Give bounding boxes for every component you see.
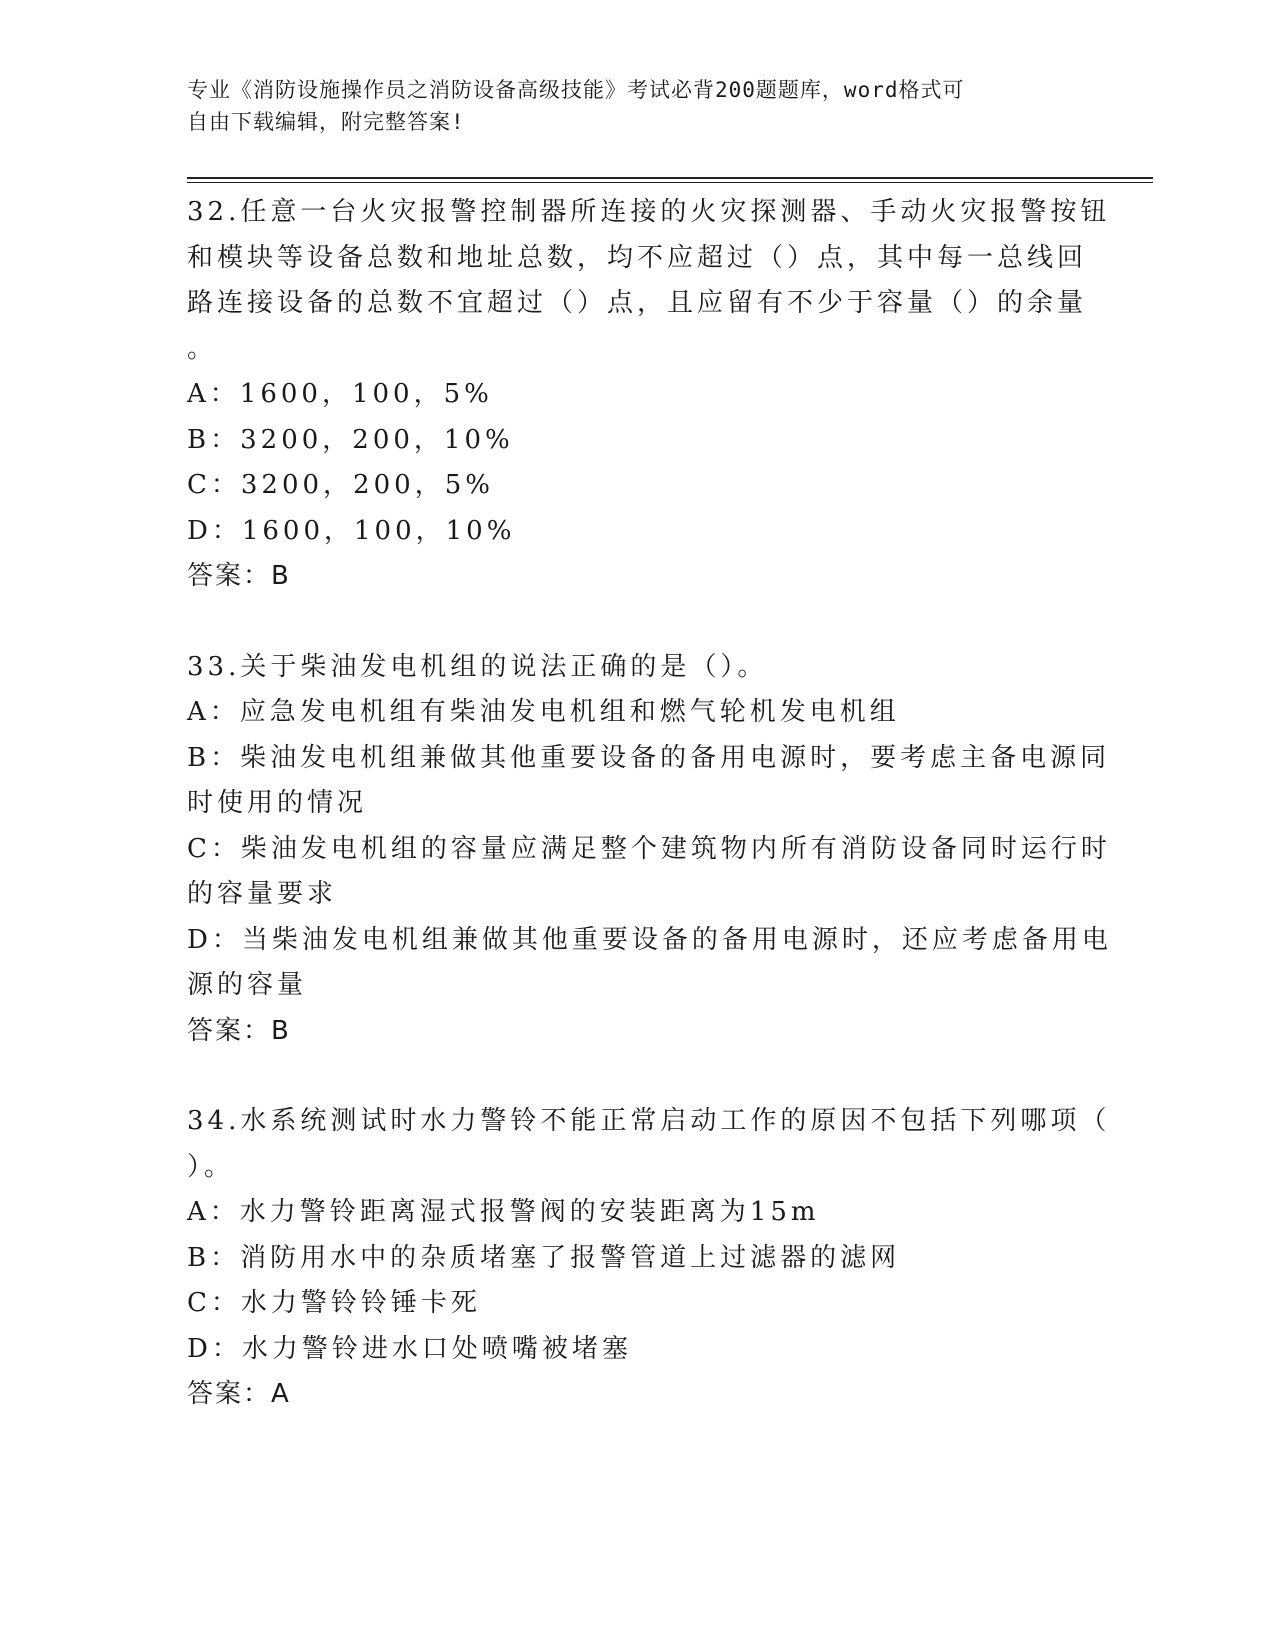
option-c: C：3200，200，5% [187, 470, 494, 500]
document-header [187, 74, 1067, 138]
question-stem-line: ）。 [187, 1151, 235, 1182]
option-c: C：柴油发电机组的容量应满足整个建筑物内所有消防设备同时运行时 [187, 833, 1111, 864]
question-stem-line: 32.任意一台火灾报警控制器所连接的火灾探测器、手动火灾报警按钮 [187, 197, 1111, 227]
question-stem-line: 路连接设备的总数不宜超过（）点，且应留有不少于容量（）的余量 [187, 288, 1088, 318]
option-d-continuation: 源的容量 [187, 970, 308, 1000]
option-c: C：水力警铃铃锤卡死 [187, 1288, 481, 1318]
header-rule-thin [187, 182, 1153, 183]
question-33 [187, 645, 1112, 1055]
answer-label: 答案：B [187, 1015, 291, 1046]
option-d: D：1600，100，10% [187, 515, 516, 546]
question-stem-line: 33.关于柴油发电机组的说法正确的是（）。 [187, 651, 768, 682]
question-spacer [187, 1054, 1087, 1099]
answer-label: 答案：A [187, 1379, 291, 1409]
question-stem-line: 34.水系统测试时水力警铃不能正常启动工作的原因不包括下列哪项（ [187, 1106, 1111, 1136]
header-line-2: 自由下载编辑，附完整答案! [187, 110, 465, 134]
question-34 [187, 1099, 1111, 1418]
option-d: D：水力警铃进水口处喷嘴被堵塞 [187, 1333, 632, 1364]
option-a: A：应急发电机组有柴油发电机组和燃气轮机发电机组 [187, 697, 900, 727]
answer-label: 答案：B [187, 561, 291, 591]
header-rule-thick [187, 177, 1153, 179]
option-b: B：3200，200，10% [187, 424, 514, 455]
option-b: B：柴油发电机组兼做其他重要设备的备用电源时，要考虑主备电源同 [187, 742, 1111, 773]
question-stem-line: 和模块等设备总数和地址总数，均不应超过（）点，其中每一总线回 [187, 242, 1088, 273]
header-line-1: 专业《消防设施操作员之消防设备高级技能》考试必背200题题库，word格式可 [187, 78, 965, 102]
option-a: A：1600，100，5% [187, 379, 493, 409]
question-32 [187, 190, 1111, 600]
question-stem-line: 。 [187, 333, 218, 364]
option-d: D：当柴油发电机组兼做其他重要设备的备用电源时，还应考虑备用电 [187, 924, 1112, 955]
option-a: A：水力警铃距离湿式报警阀的安装距离为15m [187, 1197, 820, 1227]
option-b-continuation: 时使用的情况 [187, 788, 368, 818]
option-c-continuation: 的容量要求 [187, 879, 338, 909]
question-list [187, 190, 1112, 1418]
question-spacer [187, 600, 1087, 645]
option-b: B：消防用水中的杂质堵塞了报警管道上过滤器的滤网 [187, 1242, 901, 1273]
